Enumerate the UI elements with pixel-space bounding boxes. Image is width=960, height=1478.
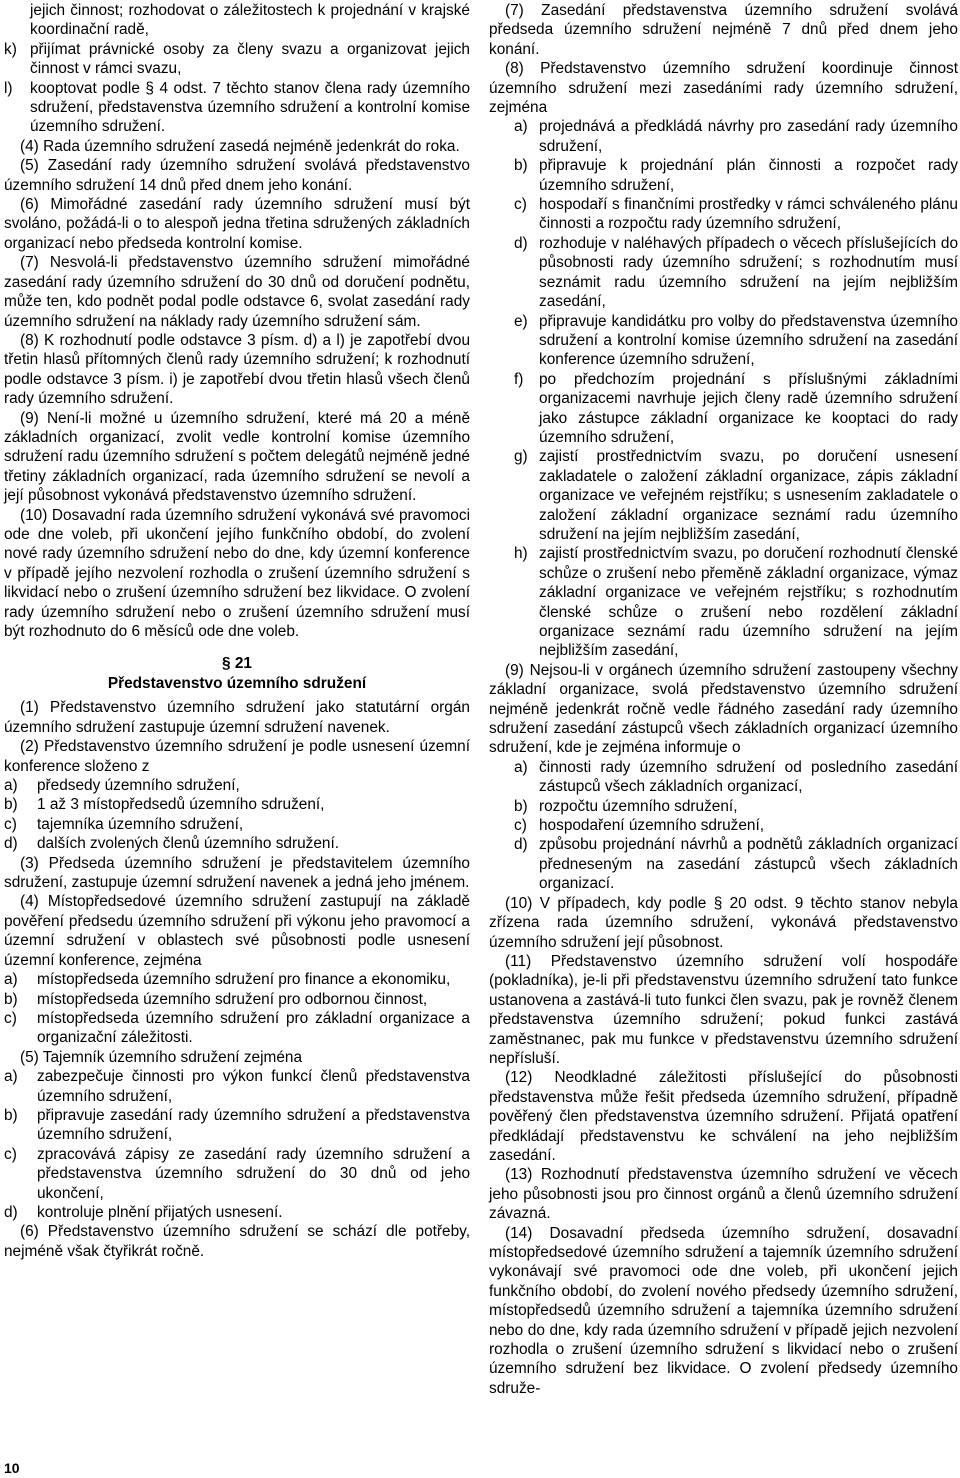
item-text: hospodaří s finančními prostředky v rámci schváleného plánu činnosti a rozpočtu rady územního sdružení, (539, 196, 958, 233)
section-paragraph-13: (13) Rozhodnutí představenstva územního sdružení ve věcech jeho působnosti jsou pro činnost orgánů a členů územního sdružení závazná. (489, 1166, 958, 1223)
item-label: e) (514, 312, 528, 330)
list-item (4, 1009, 470, 1048)
list-item (4, 834, 470, 853)
section-paragraph-11: (11) Představenstvo územního sdružení volí hospodáře (pokladníka), je-li při představenstvu územního sdružení tato funkce ustanovena a zastává-li tuto funkci člen svazu, pak je rovněž členem představenstva územního sdružení; pokud funkci zastává zaměstnanec, pak mu funkce v představenstvu územního sdružení nepřísluší. (489, 952, 958, 1067)
list-item (489, 195, 958, 234)
item-label: a) (4, 971, 18, 989)
list-item (4, 1067, 470, 1106)
item-text: místopředseda územního sdružení pro finance a ekonomiku, (37, 971, 451, 989)
item-label: c) (514, 196, 527, 214)
left-column (4, 1, 470, 1261)
continued-text: jejich činnost; rozhodovat o záležitostech k projednání v krajské koordinační radě, (30, 2, 470, 39)
item-label: c) (4, 815, 17, 833)
item-text: tajemníka územního sdružení, (37, 815, 244, 833)
item-label: l) (4, 79, 13, 97)
paragraph-6: (6) Mimořádné zasedání rady územního sdružení musí být svoláno, požádá-li o to alespoň jedna třetina sdružených základních organizací nebo předseda kontrolní komise. (4, 196, 470, 252)
item-text: zabezpečuje činnosti pro výkon funkcí členů představenstva územního sdružení, (37, 1068, 470, 1105)
item-label: a) (4, 1068, 18, 1086)
item-label: g) (514, 448, 528, 466)
list-item (489, 758, 958, 797)
item-label: a) (4, 777, 18, 795)
section-heading (4, 654, 470, 694)
item-text: po předchozím projednání s příslušnými základními organizacemi navrhuje jejich členy radě územního sdružení jako zástupce základní organizace ke kooptaci do rady územního sdružení, (539, 370, 958, 446)
item-text: činnosti rady územního sdružení od posledního zasedání zástupců všech základních organizací, (539, 758, 958, 796)
item-text: přijímat právnické osoby za členy svazu a organizovat jejich činnost v rámci svazu, (30, 40, 470, 78)
list-item (4, 1145, 470, 1203)
list-item (4, 795, 470, 814)
list-item (489, 312, 958, 370)
section-title: Představenstvo územního sdružení (107, 675, 367, 693)
item-text: zpracovává zápisy ze zasedání rady územního sdružení a představenstva územního sdružení do 30 dnů od jeho ukončení, (37, 1145, 470, 1202)
section-paragraph-1: (1) Představenstvo územního sdružení jako statutární orgán územního sdružení zastupuje územní sdružení navenek. (4, 699, 470, 736)
section-paragraph-9: (9) Nejsou-li v orgánech územního sdružení zastoupeny všechny základní organizace, svolá představenstvo územního sdružení nejméně jedenkrát ročně vedle řádného zasedání rady územního sdružení zasedání zástupců všech základních organizací územního sdružení, kde je zejména informuje o (489, 661, 958, 757)
list-item (4, 815, 470, 834)
item-text: kontroluje plnění přijatých usnesení. (37, 1203, 283, 1221)
paragraph-4: (4) Rada územního sdružení zasedá nejméně jedenkrát do roka. (20, 137, 460, 155)
item-text: místopředseda územního sdružení pro odbornou činnost, (37, 990, 428, 1008)
item-label: c) (4, 1009, 17, 1027)
page-number: 10 (4, 1460, 20, 1476)
item-text: připravuje kandidátku pro volby do představenstva územního sdružení a kontrolní komise územního sdružení na zasedání konference územního sdružení, (539, 312, 958, 369)
list-item (489, 447, 958, 544)
item-label: d) (4, 1203, 18, 1221)
item-text: připravuje k projednání plán činnosti a rozpočet rady územního sdružení, (539, 157, 958, 194)
item-label: d) (514, 836, 528, 854)
item-text: hospodaření územního sdružení, (539, 817, 765, 835)
paragraph-10: (10) Dosavadní rada územního sdružení vykonává své pravomoci ode dne voleb, při ukončení jejího funkčního období, do zvolení nové rady územního sdružení nebo do dne, kdy územní konference v případě jejího nezvolení rozhodla o zrušení územního sdružení s likvidací nebo o zrušení územního sdružení bez likvidace. O zvolení rady územního sdružení nebo o zrušení územního sdružení musí být rozhodnuto do 6 měsíců ode dne voleb. (4, 506, 470, 640)
item-text: zajistí prostřednictvím svazu, po doručení usnesení zakladatele o založení základní organizace, zápis základní organizace ve veřejném rejstříku; s usnesením zakladatele o založení základní organizace seznámí radu územního sdružení na jejím nejbližším zasedání, (539, 448, 958, 543)
section-paragraph-7: (7) Zasedání představenstva územního sdružení svolává předseda územního sdružení nejméně 7 dnů před dnem jeho konání. (489, 2, 958, 58)
paragraph-8: (8) K rozhodnutí podle odstavce 3 písm. d) a l) je zapotřebí dvou třetin hlasů přítomných členů rady územního sdružení; k rozhodnutí podle odstavce 3 písm. i) je zapotřebí dvou třetin hlasů všech členů rady územního sdružení. (4, 331, 470, 408)
section-paragraph-3: (3) Předseda územního sdružení je představitelem územního sdružení, zastupuje územní sdružení navenek a jedná jeho jménem. (4, 854, 470, 892)
item-text: dalších zvolených členů územního sdružení. (37, 835, 339, 853)
list-item-k (4, 40, 470, 79)
section-paragraph-10: (10) V případech, kdy podle § 20 odst. 9 těchto stanov nebyla zřízena rada územního sdružení, vykonává představenstvo územního sdružení její působnost. (489, 894, 958, 951)
list-item (489, 156, 958, 195)
list-item (489, 370, 958, 448)
item-label: c) (4, 1145, 17, 1163)
item-text: 1 až 3 místopředsedů územního sdružení, (37, 796, 325, 814)
list-item (4, 1203, 470, 1222)
item-label: d) (514, 234, 528, 252)
list-item (4, 990, 470, 1009)
item-label: b) (4, 796, 18, 814)
section-paragraph-5: (5) Tajemník územního sdružení zejména (20, 1048, 303, 1066)
paragraph-9: (9) Není-li možné u územního sdružení, které má 20 a méně základních organizací, zvolit vedle kontrolní komise územního sdružení radu územního sdružení s počtem delegátů nejméně jedné třetiny základních organizací, rada územního sdružení se nevolí a její působnost vykonává představenstvo územního sdružení. (4, 409, 470, 505)
list-item (489, 117, 958, 156)
list-item (4, 970, 470, 989)
list-item (489, 544, 958, 660)
item-text: způsobu projednání návrhů a podnětů základních organizací předneseným na zasedání zástupců všech základních organizací. (539, 836, 958, 893)
section-paragraph-14: (14) Dosavadní předseda územního sdružení, dosavadní místopředsedové územního sdružení a tajemník územního sdružení vykonávají své pravomoci ode dne voleb, při ukončení jejich funkčního období, do zvolení nového předsedy územního sdružení, místopředsedů územního sdružení a tajemníka územního sdružení nebo do dne, kdy rada územního sdružení v případě jejich nezvolení rozhodla o zrušení územního sdružení s likvidací nebo o zrušení územního sdružení bez likvidace. O zvolení předsedy územního sdruže- (489, 1224, 958, 1397)
item-text: rozpočtu územního sdružení, (539, 797, 738, 815)
paragraph-7: (7) Nesvolá-li představenstvo územního sdružení mimořádné zasedání rady územního sdružení do 30 dnů od doručení podnětu, může ten, kdo podnět podal podle odstavce 6, svolat zasedání rady územního sdružení na náklady rady územního sdružení sám. (4, 254, 470, 330)
list-item (489, 816, 958, 835)
section-number: § 21 (222, 655, 252, 673)
item-label: d) (4, 835, 18, 853)
item-label: a) (514, 118, 528, 136)
item-text: místopředseda územního sdružení pro základní organizace a organizační záležitosti. (37, 1009, 470, 1047)
item-text: kooptovat podle § 4 odst. 7 těchto stanov člena rady územního sdružení, představenstva územního sdružení a kontrolní komise územního sdružení. (30, 79, 470, 136)
item-label: b) (4, 990, 18, 1008)
item-text: připravuje zasedání rady územního sdružení a představenstva územního sdružení, (37, 1106, 470, 1144)
item-text: předsedy územního sdružení, (37, 777, 240, 795)
section-paragraph-12: (12) Neodkladné záležitosti příslušející do působnosti představenstva může řešit předseda územního sdružení, případně pověřený člen představenstva územního sdružení. Přijatá opatření předkládají představenstvu ke schválení na jeho nejbližším zasedání. (489, 1069, 958, 1164)
section-paragraph-6: (6) Představenstvo územního sdružení se schází dle potřeby, nejméně však čtyřikrát ročně. (4, 1223, 470, 1260)
item-label: b) (514, 797, 528, 815)
item-label: b) (4, 1106, 18, 1124)
section-paragraph-2: (2) Představenstvo územního sdružení je podle usnesení územní konference složeno z (4, 738, 470, 775)
list-item (489, 234, 958, 312)
item-label: b) (514, 157, 528, 175)
item-label: a) (514, 758, 528, 776)
item-text: rozhoduje v naléhavých případech o věcech příslušejících do působnosti rady územního sdružení; s rozhodnutím musí seznámit radu územního sdružení na jejím nejbližším zasedání, (539, 234, 958, 311)
item-text: zajistí prostřednictvím svazu, po doručení rozhodnutí členské schůze o zrušení nebo přeměně základní organizace, výmaz základní organizace ve veřejném rejstříku; s rozhodnutím členské schůze o zrušení nebo rozdělení základní organizace seznámí radu územního sdružení na jejím nejbližším zasedání, (539, 545, 958, 660)
right-column (489, 1, 958, 1398)
item-label: h) (514, 545, 528, 563)
item-label: k) (4, 40, 17, 58)
item-label: f) (514, 370, 524, 388)
list-item (4, 1106, 470, 1145)
item-text: projednává a předkládá návrhy pro zasedání rady územního sdružení, (539, 118, 958, 155)
section-paragraph-8: (8) Představenstvo územního sdružení koordinuje činnost územního sdružení mezi zasedáními rady územního sdružení, zejména (489, 60, 958, 117)
list-item-l (4, 79, 470, 137)
item-label: c) (514, 817, 527, 835)
list-item (489, 835, 958, 893)
list-item (489, 797, 958, 816)
paragraph-5: (5) Zasedání rady územního sdružení svolává představenstvo územního sdružení 14 dnů před dnem jeho konání. (4, 157, 470, 194)
section-paragraph-4: (4) Místopředsedové územního sdružení zastupují na základě pověření předsedu územního sdružení při výkonu jeho pravomocí a územní sdružení v oblastech své působnosti podle usnesení územní konference, zejména (4, 893, 470, 969)
list-item (4, 776, 470, 795)
